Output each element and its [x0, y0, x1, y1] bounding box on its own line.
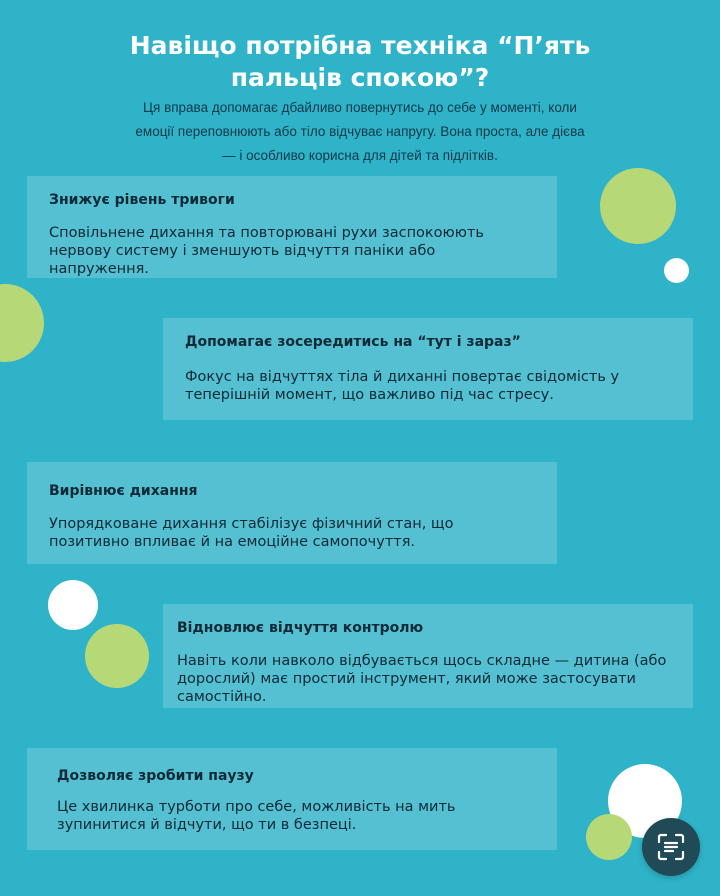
- benefit-card-focus: [163, 318, 693, 420]
- decor-circle-green-bottom-right: [586, 814, 632, 860]
- decor-circle-green-left: [85, 624, 149, 688]
- benefit-title: Дозволяє зробити паузу: [57, 768, 254, 784]
- benefit-text-line: самостійно.: [177, 689, 267, 705]
- benefit-card-breathing: [27, 462, 557, 564]
- benefit-card-control: [163, 604, 693, 708]
- benefit-text: [57, 798, 535, 834]
- scan-text-button[interactable]: [642, 818, 700, 876]
- page-title: [60, 30, 660, 94]
- benefit-card-pause: [27, 748, 557, 850]
- benefit-text-line: Сповільнене дихання та повторювані рухи заспокоюють: [49, 225, 484, 241]
- benefit-text-line: Фокус на відчуттях тіла й диханні повертає свідомість у: [185, 369, 620, 385]
- benefit-text: [177, 652, 671, 706]
- benefit-title: Відновлює відчуття контролю: [177, 620, 424, 636]
- scan-text-icon: [655, 831, 687, 863]
- benefit-title: Вирівнює дихання: [49, 483, 198, 499]
- benefit-text-line: Упорядковане дихання стабілізує фізичний стан, що: [49, 516, 454, 532]
- benefit-title: Знижує рівень тривоги: [49, 192, 235, 208]
- benefit-text-line: зупинитися й відчути, що ти в безпеці.: [57, 817, 357, 833]
- title-line-2: пальців спокою”?: [230, 63, 490, 92]
- page-subtitle: [80, 96, 640, 168]
- benefit-text: [49, 515, 535, 551]
- benefit-text: [49, 224, 535, 278]
- benefit-text-line: дорослий) має простий інструмент, який може застосувати: [177, 671, 636, 687]
- subtitle-line-3: — і особливо корисна для дітей та підлітків.: [222, 148, 498, 163]
- benefit-text-line: напруження.: [49, 261, 149, 277]
- benefit-text-line: позитивно впливає й на емоційне самопочуття.: [49, 534, 416, 550]
- benefit-text-line: Навіть коли навколо відбувається щось складне — дитина (або: [177, 653, 667, 669]
- decor-circle-green-top-right: [600, 168, 676, 244]
- decor-circle-green-left-edge: [0, 284, 44, 362]
- title-line-1: Навіщо потрібна техніка “П’ять: [129, 31, 591, 60]
- benefit-text: [185, 368, 671, 404]
- subtitle-line-2: емоції переповнюють або тіло відчуває напругу. Вона проста, але дієва: [135, 124, 585, 139]
- benefit-text-line: теперішній момент, що важливо під час стресу.: [185, 387, 554, 403]
- benefit-card-anxiety: [27, 176, 557, 278]
- benefit-text-line: Це хвилинка турботи про себе, можливість на мить: [57, 799, 456, 815]
- benefit-text-line: нервову систему і зменшують відчуття паніки або: [49, 243, 436, 259]
- subtitle-line-1: Ця вправа допомагає дбайливо повернутись до себе у моменті, коли: [143, 100, 577, 115]
- decor-circle-white-small-right: [664, 258, 689, 283]
- benefit-title: Допомагає зосередитись на “тут і зараз”: [185, 334, 521, 350]
- decor-circle-white-left: [48, 580, 98, 630]
